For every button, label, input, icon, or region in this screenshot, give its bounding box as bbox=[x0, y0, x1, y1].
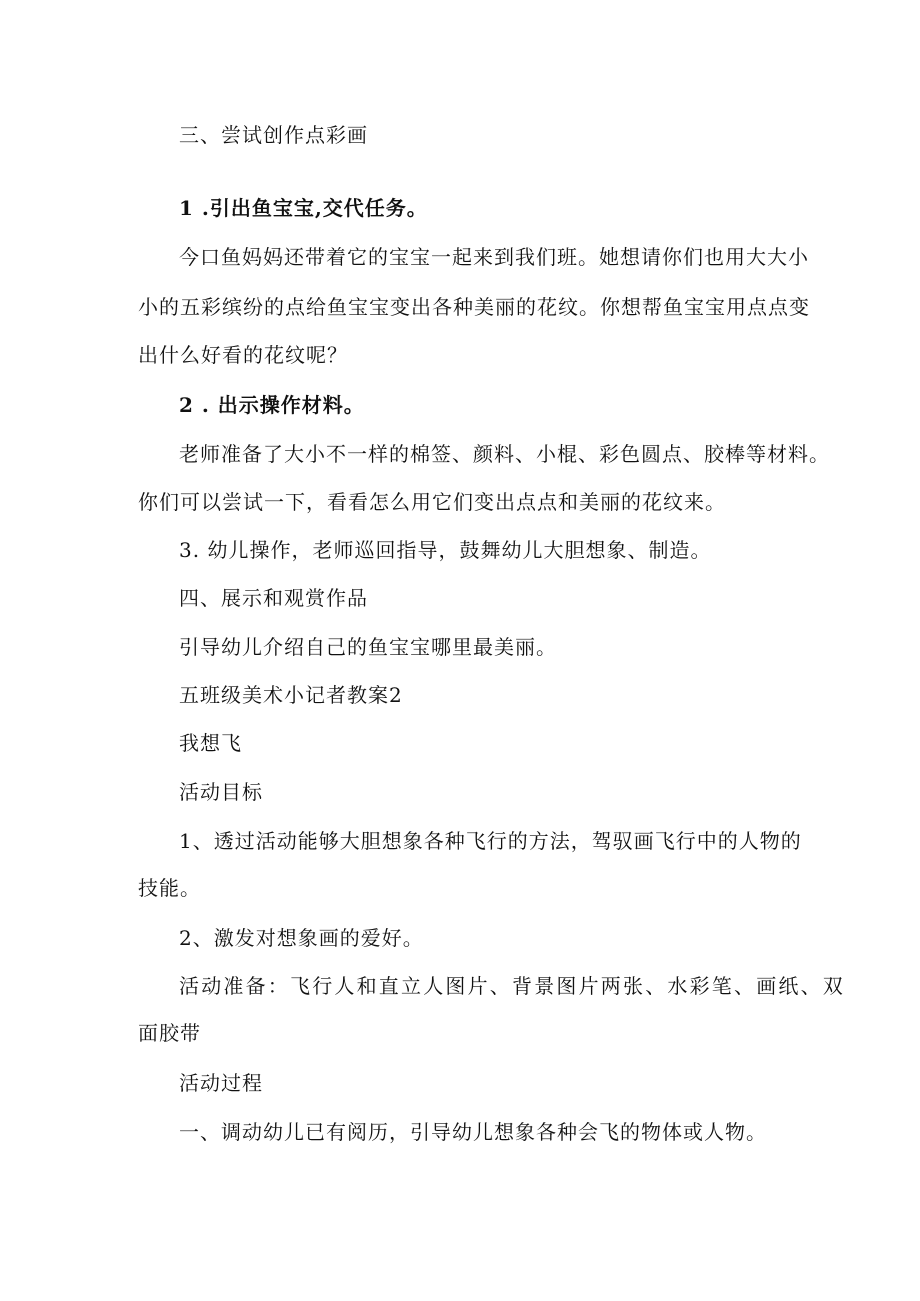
activity-preparation-line: 活动准备：飞行人和直立人图片、背景图片两张、水彩笔、画纸、双 bbox=[179, 974, 845, 998]
process-step-1-line: 一、调动幼儿已有阅历，引导幼儿想象各种会飞的物体或人物。 bbox=[179, 1120, 767, 1144]
section-heading-3: 三、尝试创作点彩画 bbox=[179, 123, 368, 147]
goal-1-continuation: 技能。 bbox=[138, 876, 201, 900]
paragraph-line: 老师准备了大小不一样的棉签、颜料、小棍、彩色圆点、胶棒等材料。 bbox=[179, 442, 830, 466]
step-3-line: 3. 幼儿操作，老师巡回指导，鼓舞幼儿大胆想象、制造。 bbox=[179, 538, 712, 562]
section-heading-4: 四、展示和观赏作品 bbox=[179, 586, 368, 610]
lesson-plan-title: 五班级美术小记者教案2 bbox=[179, 683, 403, 707]
goal-1-line: 1、透过活动能够大胆想象各种飞行的方法，驾驭画飞行中的人物的 bbox=[179, 829, 802, 853]
activity-goals-heading: 活动目标 bbox=[179, 780, 263, 804]
paragraph-line: 今口鱼妈妈还带着它的宝宝一起来到我们班。她想请你们也用大大小 bbox=[179, 245, 809, 269]
activity-preparation-continuation: 面胶带 bbox=[138, 1021, 201, 1045]
step-1-heading: 1 .引出鱼宝宝,交代任务。 bbox=[179, 196, 428, 220]
paragraph-line: 小的五彩缤纷的点给鱼宝宝变出各种美丽的花纹。你想帮鱼宝宝用点点变 bbox=[138, 295, 810, 319]
activity-process-heading: 活动过程 bbox=[179, 1071, 263, 1095]
lesson-title: 我想飞 bbox=[179, 731, 242, 755]
paragraph-line: 你们可以尝试一下，看看怎么用它们变出点点和美丽的花纹来。 bbox=[138, 490, 726, 514]
goal-2-line: 2、激发对想象画的爱好。 bbox=[179, 926, 424, 950]
paragraph-line: 引导幼儿介绍自己的鱼宝宝哪里最美丽。 bbox=[179, 635, 557, 659]
paragraph-line: 出什么好看的花纹呢？ bbox=[138, 343, 348, 367]
step-2-heading: 2 . 出示操作材料。 bbox=[179, 393, 365, 417]
